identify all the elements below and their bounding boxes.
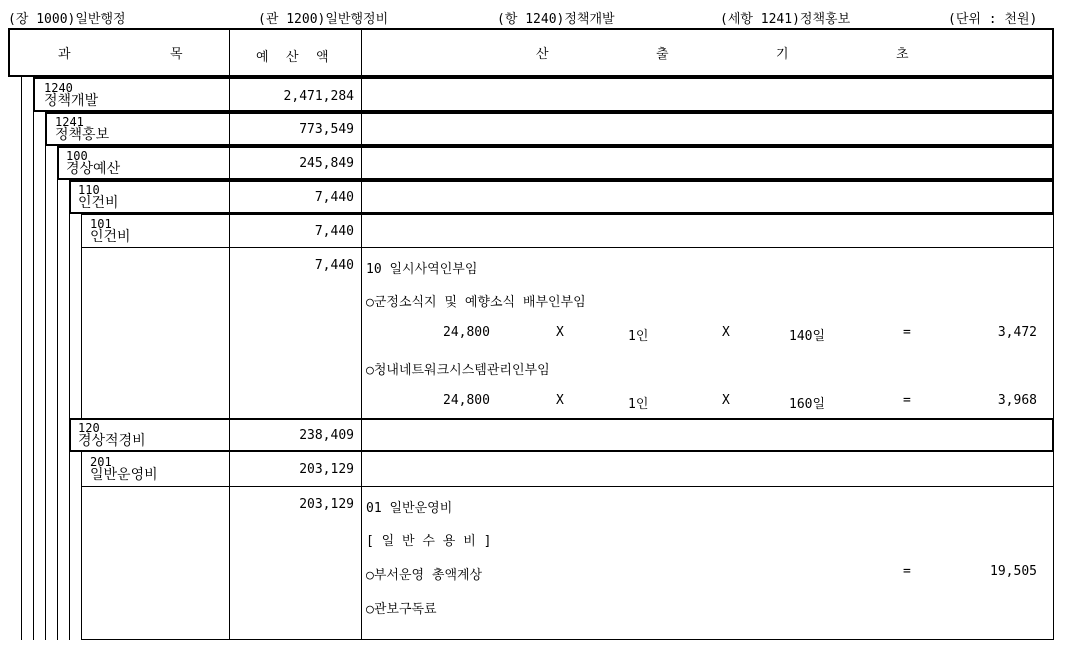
row-code: 120 (78, 421, 100, 435)
col-subject-char-2: 목 (170, 47, 183, 62)
row-code: 1241 (55, 115, 84, 129)
calc2-x1: X (556, 393, 564, 408)
detail1-title: 10 일시사역인부임 (366, 262, 478, 277)
row-code: 110 (78, 183, 100, 197)
col-basis-char-4: 초 (896, 47, 909, 62)
calc1-unit-price: 24,800 (443, 325, 490, 340)
col-budget-char-1: 예 (256, 50, 269, 65)
row-name: 인건비 (78, 195, 119, 211)
header-gwan: (관 1200)일반행정비 (258, 12, 389, 27)
header-sehang: (세항 1241)정책홍보 (720, 12, 851, 27)
tree-line-6a (81, 214, 82, 420)
row-amount: 245,849 (299, 156, 354, 171)
row-amount: 7,440 (314, 224, 354, 239)
tree-line-6b (81, 452, 82, 640)
row-code: 1240 (44, 81, 73, 95)
row-name: 정책개발 (44, 93, 99, 109)
row-name: 정책홍보 (55, 127, 110, 143)
row-1241 (45, 112, 1054, 146)
calc1-eq: = (903, 325, 911, 340)
row-code: 201 (90, 455, 112, 469)
col-budget-char-2: 산 (286, 50, 299, 65)
row-amount: 773,549 (299, 122, 354, 137)
row-amount: 238,409 (299, 428, 354, 443)
row-name: 경상적경비 (78, 433, 146, 449)
detail2-category: [ 일 반 수 용 비 ] (366, 534, 492, 549)
row-120 (69, 418, 1054, 452)
tree-line-2 (33, 77, 34, 640)
row-110 (69, 180, 1054, 214)
table-bottom-border (81, 639, 1054, 640)
calc1-days: 140일 (789, 329, 826, 344)
calc1-x2: X (722, 325, 730, 340)
row-amount: 203,129 (299, 462, 354, 477)
tree-line-1 (21, 77, 22, 640)
header-jang: (장 1000)일반행정 (8, 12, 126, 27)
tree-line-5 (69, 180, 70, 640)
row-amount: 2,471,284 (283, 89, 354, 104)
detail2-title: 01 일반운영비 (366, 501, 453, 516)
calc2-eq: = (903, 393, 911, 408)
row-name: 일반운영비 (90, 467, 158, 483)
col-basis-char-3: 기 (776, 47, 789, 62)
detail1-item2: ○청내네트워크시스템관리인부임 (366, 363, 550, 378)
detail1-item1: ○군정소식지 및 예향소식 배부인부임 (366, 295, 586, 310)
detail2-amount: 203,129 (299, 497, 354, 512)
detail2-item1-eq: = (903, 564, 911, 579)
calc1-total: 3,472 (997, 325, 1037, 340)
tree-line-3 (45, 112, 46, 640)
col-subject-char-1: 과 (58, 47, 71, 62)
col-basis-char-2: 출 (656, 47, 669, 62)
detail1-amount: 7,440 (314, 258, 354, 273)
header-unit: (단위 : 천원) (948, 12, 1038, 27)
row-name: 인건비 (90, 229, 131, 245)
row-code: 101 (90, 217, 112, 231)
row-100 (57, 146, 1054, 180)
calc1-x1: X (556, 325, 564, 340)
calc2-x2: X (722, 393, 730, 408)
tree-line-4 (57, 146, 58, 640)
col-basis-char-1: 산 (536, 47, 549, 62)
row-1240 (33, 77, 1054, 112)
header-hang: (항 1240)정책개발 (497, 12, 615, 27)
detail2-item1-total: 19,505 (990, 564, 1037, 579)
calc2-total: 3,968 (997, 393, 1037, 408)
detail2-item1: ○부서운영 총액계상 (366, 568, 483, 583)
calc1-persons: 1인 (628, 329, 649, 344)
calc2-persons: 1인 (628, 397, 649, 412)
col-budget-char-3: 액 (316, 50, 329, 65)
row-amount: 7,440 (314, 190, 354, 205)
calc2-unit-price: 24,800 (443, 393, 490, 408)
row-code: 100 (66, 149, 88, 163)
calc2-days: 160일 (789, 397, 826, 412)
detail2-item2: ○관보구독료 (366, 602, 437, 617)
row-name: 경상예산 (66, 161, 121, 177)
